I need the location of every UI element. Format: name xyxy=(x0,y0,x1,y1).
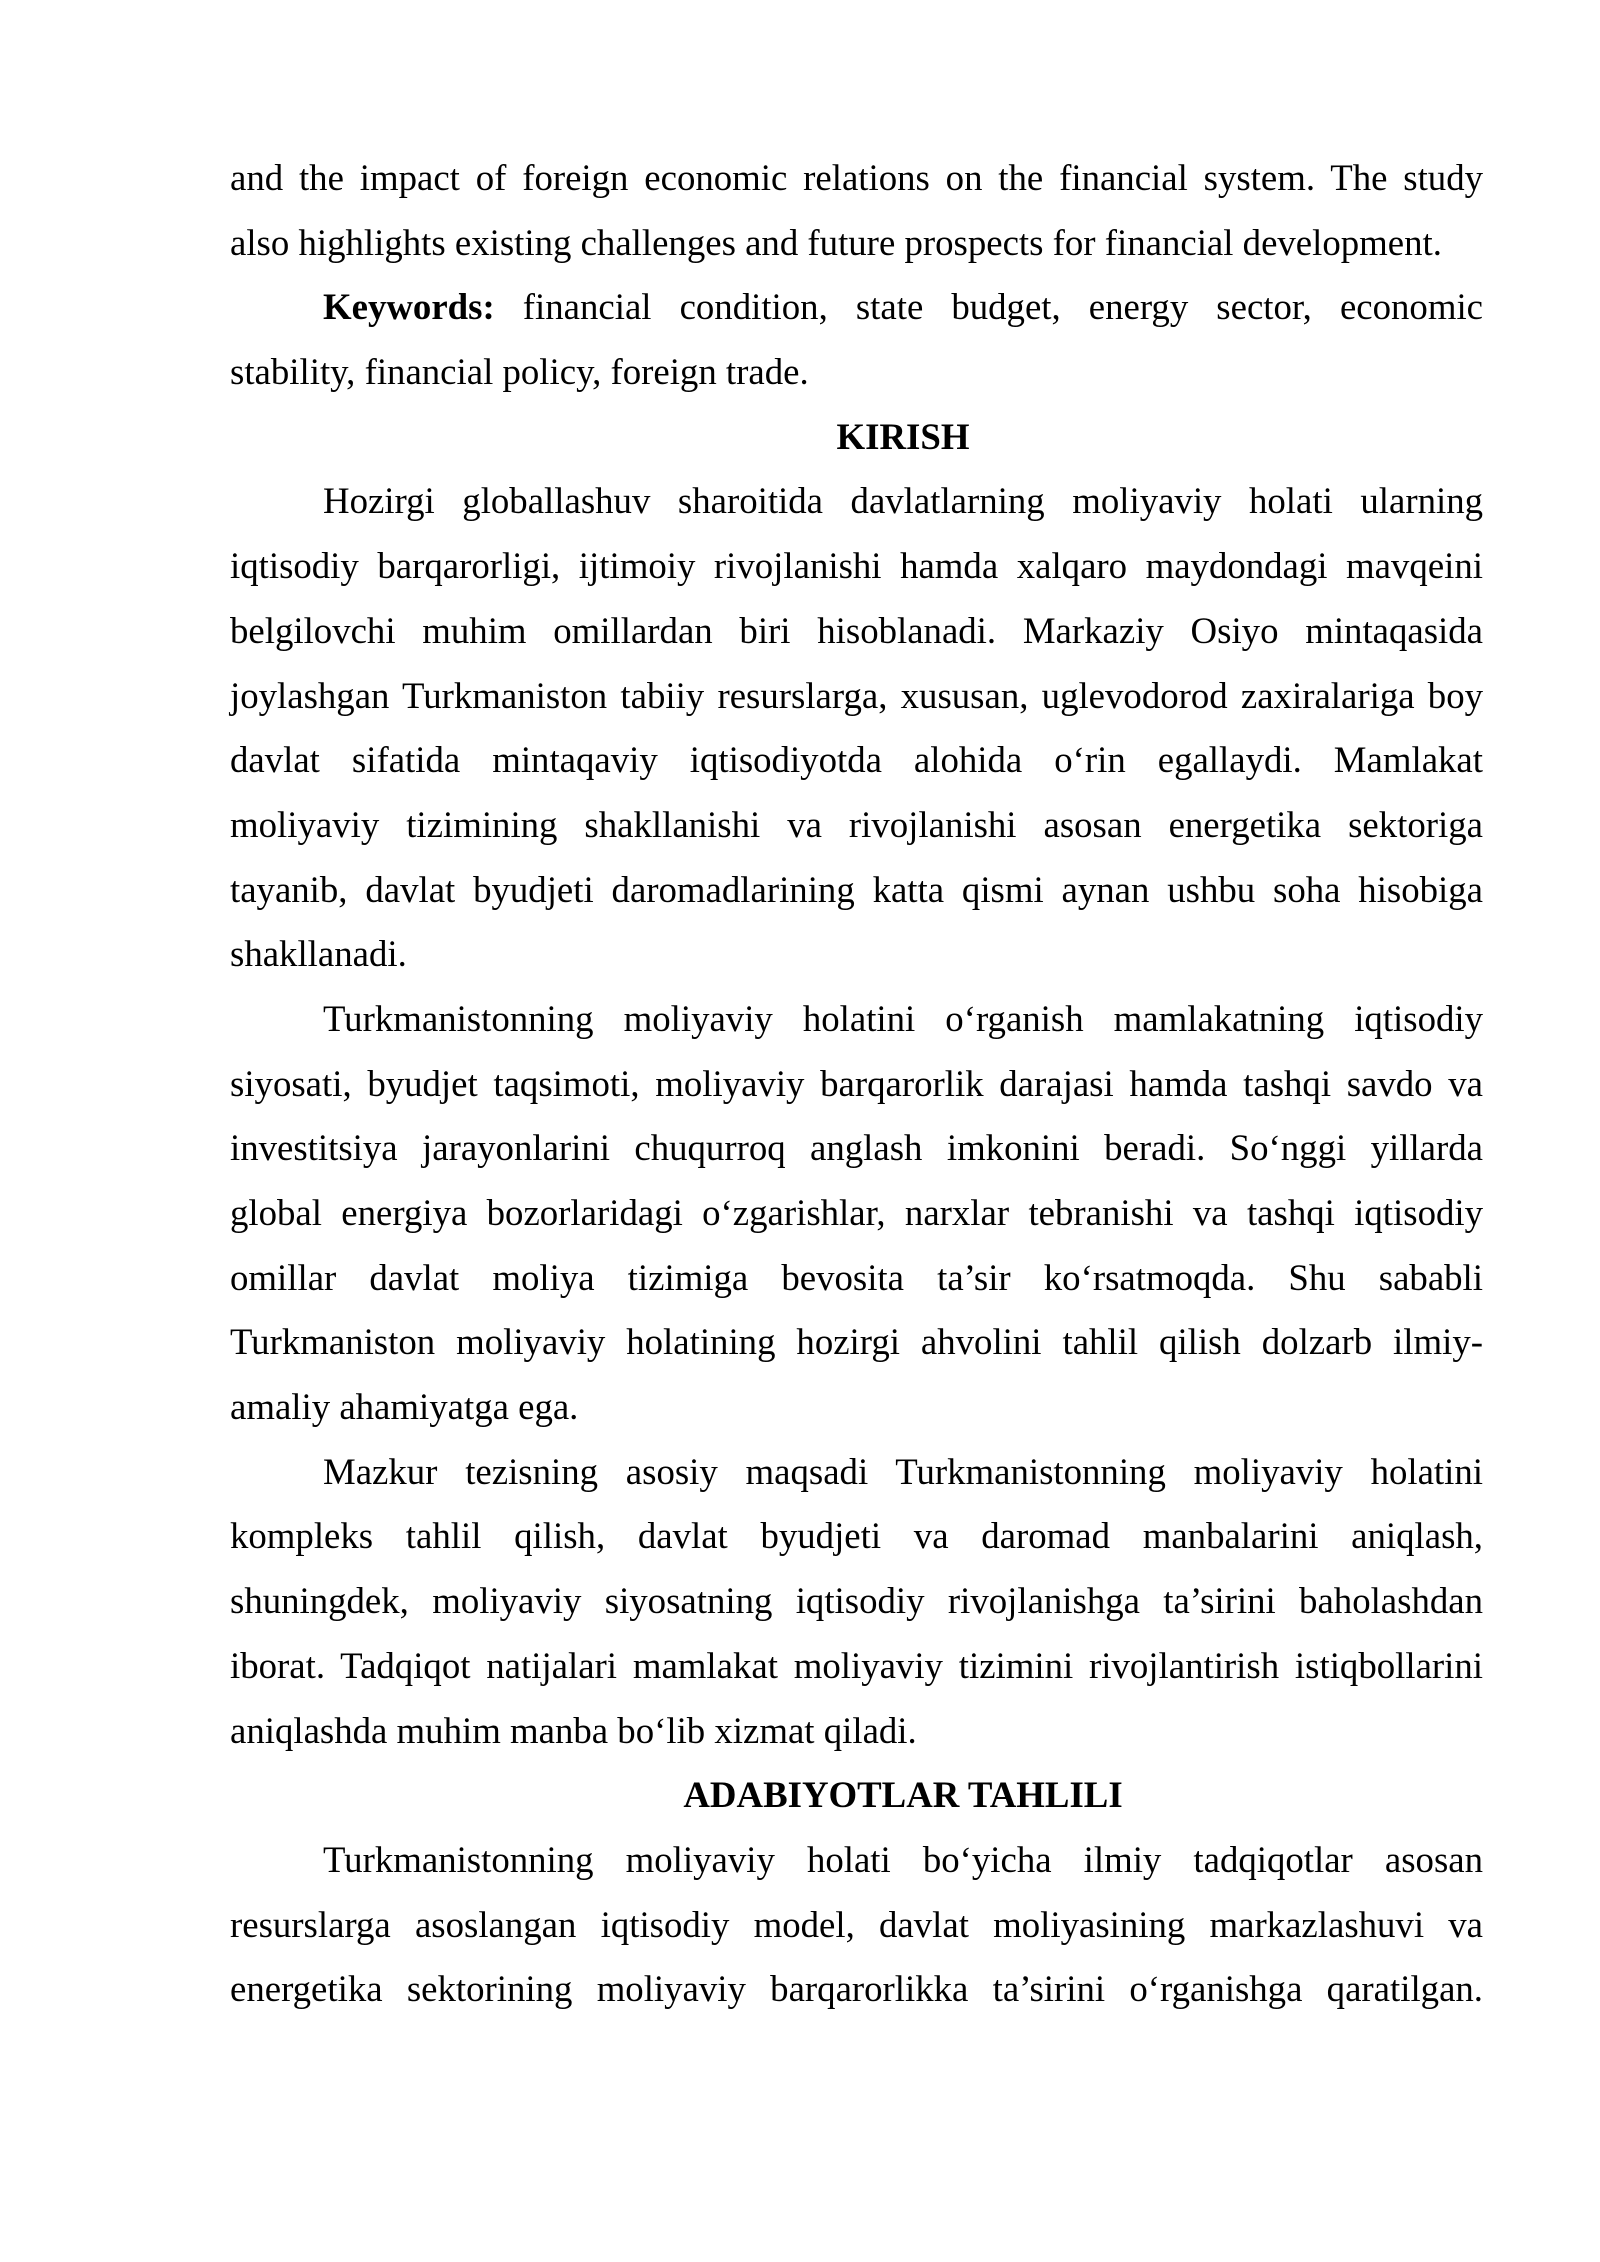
document-content xyxy=(230,146,1483,2022)
text-line: stability, financial policy, foreign trade. xyxy=(230,351,809,393)
text-line: investitsiya jarayonlarini chuqurroq anglash imkonini beradi. So‘nggi yillarda xyxy=(230,1127,1483,1169)
text-line: iborat. Tadqiqot natijalari mamlakat moliyaviy tizimini rivojlantirish istiqbollarini xyxy=(230,1644,1483,1686)
text-line: tayanib, davlat byudjeti daromadlarining katta qismi aynan ushbu soha hisobiga xyxy=(230,868,1483,910)
text-line: omillar davlat moliya tizimiga bevosita ta’sir ko‘rsatmoqda. Shu sababli xyxy=(230,1256,1483,1298)
text-line: shakllanadi. xyxy=(230,933,407,975)
text-line: siyosati, byudjet taqsimoti, moliyaviy barqarorlik darajasi hamda tashqi savdo va xyxy=(230,1062,1483,1104)
text-line: belgilovchi muhim omillardan biri hisoblanadi. Markaziy Osiyo mintaqasida xyxy=(230,609,1483,651)
text-line: also highlights existing challenges and future prospects for financial development. xyxy=(230,221,1442,263)
text-line xyxy=(230,275,1483,340)
text-line: kompleks tahlil qilish, davlat byudjeti va daromad manbalarini aniqlash, xyxy=(230,1515,1483,1557)
text-line: davlat sifatida mintaqaviy iqtisodiyotda alohida o‘rin egallaydi. Mamlakat xyxy=(230,739,1483,781)
text-line: moliyaviy tizimining shakllanishi va rivojlanishi asosan energetika sektoriga xyxy=(230,803,1483,845)
text-line: global energiya bozorlaridagi o‘zgarishlar, narxlar tebranishi va tashqi iqtisodiy xyxy=(230,1192,1483,1233)
keywords-label: Keywords: xyxy=(323,286,495,328)
text-line: resurslarga asoslangan iqtisodiy model, davlat moliyasining markazlashuvi va xyxy=(230,1903,1483,1945)
text-line: energetika sektorining moliyaviy barqarorlikka ta’sirini o‘rganishga qaratilgan. xyxy=(230,1968,1483,2010)
keywords-text: financial condition, state budget, energy sector, economic xyxy=(494,286,1483,328)
text-line: Turkmanistonning moliyaviy holati bo‘yicha ilmiy tadqiqotlar asosan xyxy=(323,1838,1483,1880)
text-line: and the impact of foreign economic relations on the financial system. The study xyxy=(230,157,1483,198)
section-heading: ADABIYOTLAR TAHLILI xyxy=(683,1774,1123,1816)
text-line: iqtisodiy barqarorligi, ijtimoiy rivojlanishi hamda xalqaro maydondagi mavqeini xyxy=(230,545,1483,587)
text-line: amaliy ahamiyatga ega. xyxy=(230,1386,579,1428)
text-line: shuningdek, moliyaviy siyosatning iqtisodiy rivojlanishga ta’sirini baholashdan xyxy=(230,1580,1483,1622)
text-line: Hozirgi globallashuv sharoitida davlatlarning moliyaviy holati ularning xyxy=(323,480,1483,522)
section-heading: KIRISH xyxy=(836,415,970,457)
text-line: joylashgan Turkmaniston tabiiy resurslarga, xususan, uglevodorod zaxiralariga boy xyxy=(230,674,1483,716)
text-line: aniqlashda muhim manba bo‘lib xizmat qiladi. xyxy=(230,1709,917,1751)
text-line: Mazkur tezisning asosiy maqsadi Turkmanistonning moliyaviy holatini xyxy=(323,1450,1483,1492)
text-line: Turkmaniston moliyaviy holatining hozirgi ahvolini tahlil qilish dolzarb ilmiy- xyxy=(230,1321,1483,1363)
text-line: Turkmanistonning moliyaviy holatini o‘rganish mamlakatning iqtisodiy xyxy=(323,997,1483,1039)
